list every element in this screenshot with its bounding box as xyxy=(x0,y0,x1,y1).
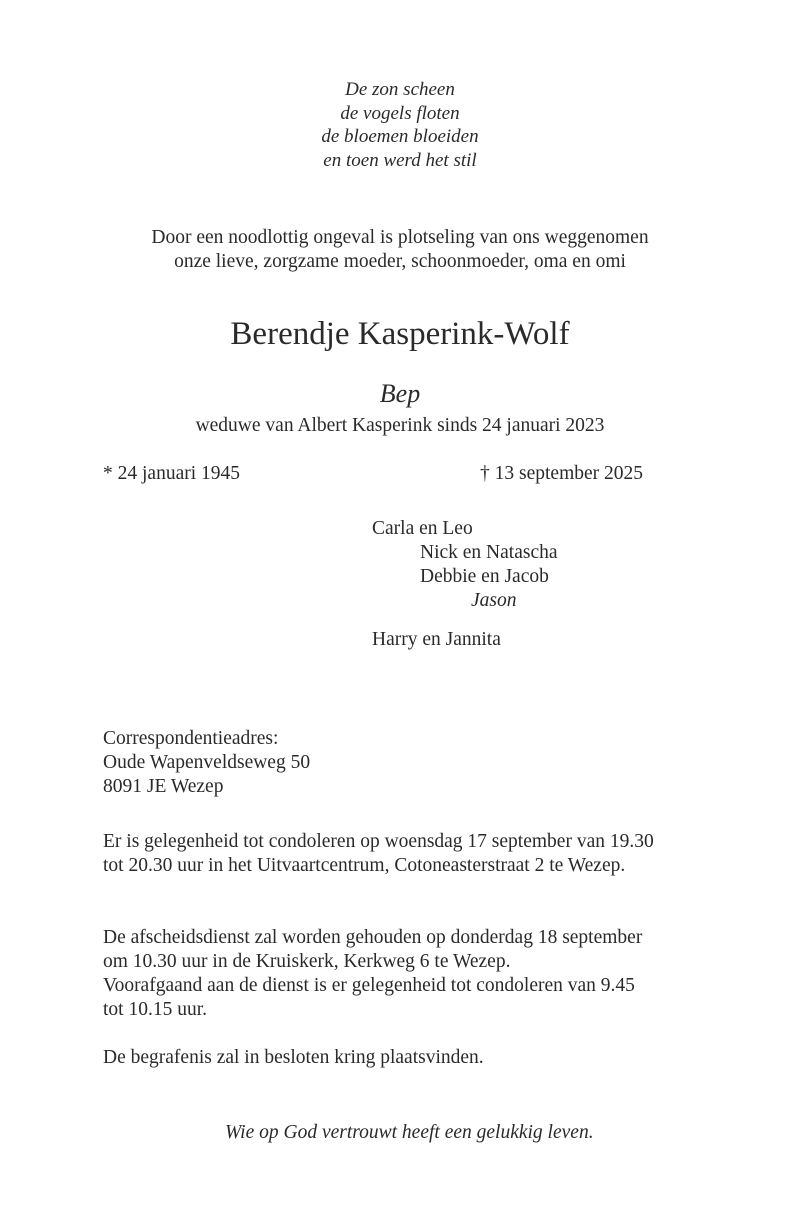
intro-line: Door een noodlottig ongeval is plotseling van ons weggenomen xyxy=(151,227,649,248)
burial-paragraph xyxy=(103,1046,484,1070)
announcement-intro xyxy=(0,226,800,274)
opening-poem xyxy=(0,78,800,172)
address-street: Oude Wapenveldseweg 50 xyxy=(103,752,311,773)
paragraph-line: De afscheidsdienst zal worden gehouden op donderdag 18 september xyxy=(103,927,643,948)
death-date: † 13 september 2025 xyxy=(480,463,644,484)
address-label: Correspondentieadres: xyxy=(103,728,279,749)
paragraph-line: tot 10.15 uur. xyxy=(103,999,208,1020)
condolence-paragraph xyxy=(103,830,654,878)
family-member: Jason xyxy=(471,590,517,611)
paragraph-line: Er is gelegenheid tot condoleren op woensdag 17 september van 19.30 xyxy=(103,831,654,852)
paragraph-line: Voorafgaand aan de dienst is er gelegenheid tot condoleren van 9.45 xyxy=(103,975,635,996)
poem-line: de bloemen bloeiden xyxy=(321,126,479,147)
family-member: Carla en Leo xyxy=(372,518,473,539)
birth-date: * 24 januari 1945 xyxy=(103,463,241,484)
address-city: 8091 JE Wezep xyxy=(103,776,224,797)
poem-line: De zon scheen xyxy=(345,79,455,100)
family-member: Nick en Natascha xyxy=(420,542,558,563)
intro-line: onze lieve, zorgzame moeder, schoonmoeder, oma en omi xyxy=(174,251,626,272)
poem-line: en toen werd het stil xyxy=(323,149,477,171)
deceased-nickname: Bep xyxy=(379,379,421,408)
family-member: Harry en Jannita xyxy=(372,629,501,650)
family-member: Debbie en Jacob xyxy=(420,566,549,587)
paragraph-line: De begrafenis zal in besloten kring plaatsvinden. xyxy=(103,1047,484,1068)
poem-line: de vogels floten xyxy=(340,102,460,124)
paragraph-line: om 10.30 uur in de Kruiskerk, Kerkweg 6 te Wezep. xyxy=(103,951,511,972)
family-list xyxy=(0,517,800,657)
correspondence-address xyxy=(103,727,310,799)
service-paragraph xyxy=(103,926,642,1022)
paragraph-line: tot 20.30 uur in het Uitvaartcentrum, Cotoneasterstraat 2 te Wezep. xyxy=(103,855,626,876)
deceased-name: Berendje Kasperink-Wolf xyxy=(230,316,570,352)
widow-line: weduwe van Albert Kasperink sinds 24 januari 2023 xyxy=(195,415,605,436)
closing-quote: Wie op God vertrouwt heeft een gelukkig leven. xyxy=(225,1122,594,1143)
